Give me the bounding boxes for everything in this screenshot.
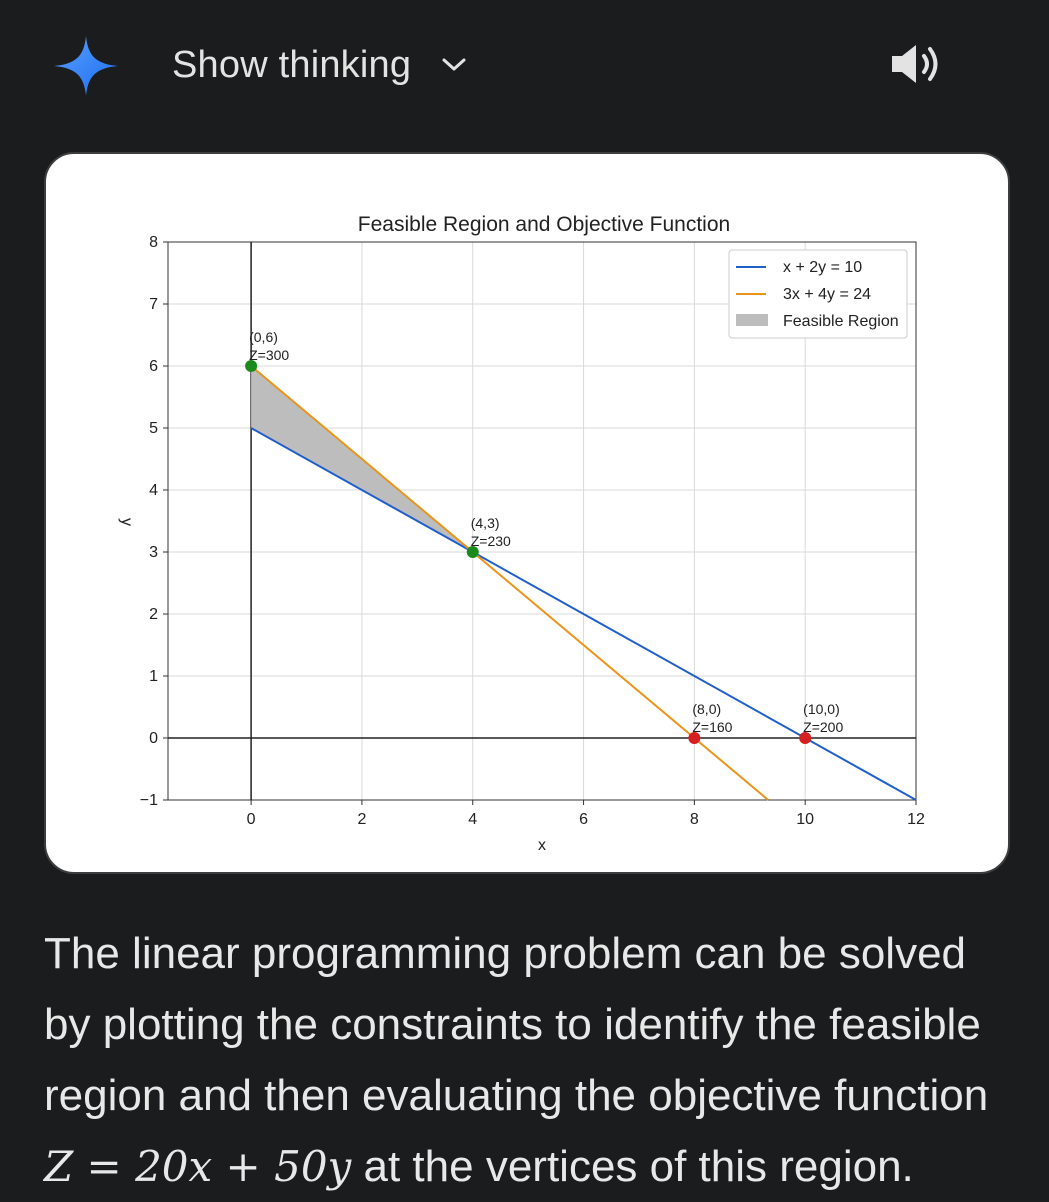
legend-swatch-feasible-region	[736, 314, 768, 326]
y-tick-label: 5	[149, 420, 158, 437]
y-tick-label: 4	[149, 482, 158, 499]
y-tick-label: 8	[149, 234, 158, 251]
y-tick-label: 3	[149, 544, 158, 561]
x-tick-label: 10	[796, 811, 815, 828]
legend-label-series-2: 3x + 4y = 24	[783, 286, 872, 303]
vertex-z-label: Z=300	[249, 347, 290, 363]
x-tick-label: 12	[907, 811, 925, 828]
answer-paragraph	[44, 918, 1024, 1202]
chevron-down-icon	[441, 57, 467, 73]
response-header	[0, 0, 1049, 130]
legend-label-series-1: x + 2y = 10	[783, 259, 863, 276]
vertex-z-label: Z=230	[470, 533, 511, 549]
x-tick-label: 0	[246, 811, 256, 828]
vertex-z-label: Z=200	[803, 719, 844, 735]
answer-text-intro: The linear programming problem can be solved by plotting the constraints to identify the feasible region and then evaluating the objective function	[44, 929, 989, 1120]
y-tick-label: 0	[149, 730, 158, 747]
show-thinking-toggle[interactable]	[172, 40, 467, 90]
speaker-icon[interactable]	[888, 40, 944, 88]
x-axis-label: x	[538, 837, 546, 854]
vertex-coordinate-label: (4,3)	[470, 515, 500, 531]
gemini-sparkle-icon	[54, 36, 118, 96]
y-tick-label: 6	[149, 358, 158, 375]
vertex-coordinate-label: (10,0)	[803, 701, 840, 717]
objective-function-math: Z = 20x + 50y	[44, 1142, 352, 1191]
y-tick-label: 1	[149, 668, 158, 685]
legend-label-feasible-region: Feasible Region	[783, 313, 899, 330]
x-tick-label: 4	[468, 811, 478, 828]
chart-legend	[729, 250, 907, 338]
chart-title: Feasible Region and Objective Function	[357, 213, 731, 236]
y-tick-label: −1	[139, 792, 158, 809]
chart-card	[44, 152, 1010, 874]
vertex-z-label: Z=160	[692, 719, 733, 735]
y-axis-label: y	[118, 518, 135, 526]
feasible-region-chart	[46, 154, 1010, 874]
x-tick-label: 8	[689, 811, 699, 828]
x-tick-label: 6	[579, 811, 589, 828]
x-tick-label: 2	[357, 811, 367, 828]
y-tick-label: 7	[149, 296, 158, 313]
answer-text-outro: at the vertices of this region.	[351, 1142, 914, 1191]
vertex-coordinate-label: (8,0)	[692, 701, 722, 717]
vertex-coordinate-label: (0,6)	[249, 329, 278, 345]
show-thinking-label: Show thinking	[172, 43, 412, 86]
y-tick-label: 2	[149, 606, 158, 623]
